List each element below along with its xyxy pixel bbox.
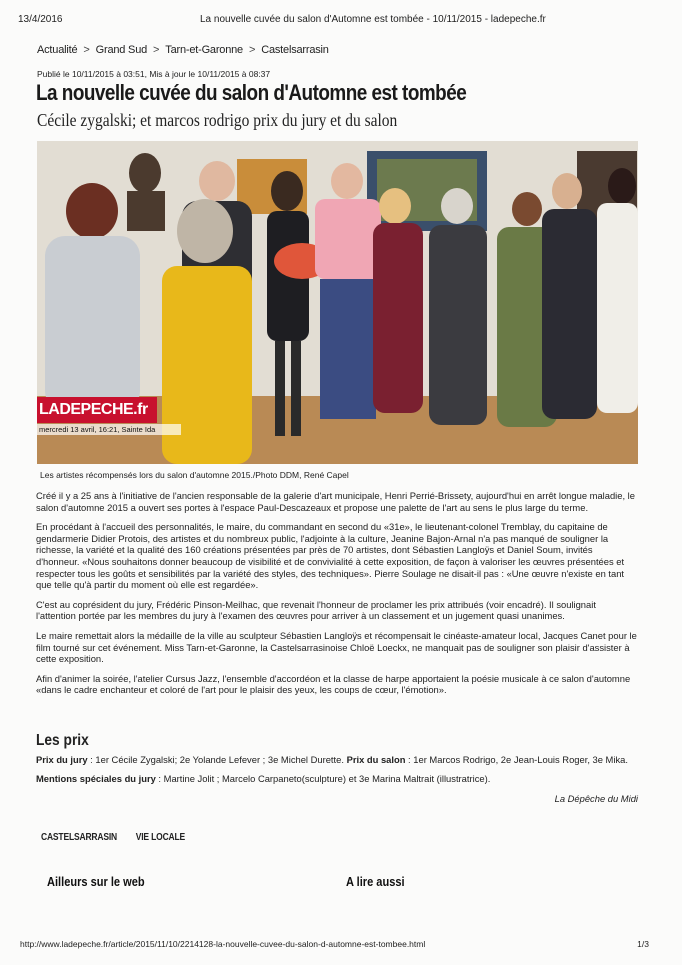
article-photo[interactable] [37, 141, 638, 464]
tag-list [41, 832, 204, 843]
prizes-heading: Les prix [36, 732, 89, 749]
salon-prize-label: Prix du salon [346, 754, 406, 765]
breadcrumb-separator: > [248, 44, 256, 56]
special-mentions-text: : Martine Jolit ; Marcelo Carpaneto(sculpture) et 3e Marina Maltrait (illustratrice). [155, 773, 491, 784]
breadcrumb-item[interactable]: Actualité [37, 44, 78, 56]
breadcrumb-separator: > [83, 44, 90, 56]
section-heading-elsewhere: Ailleurs sur le web [47, 874, 145, 889]
prizes-line [36, 754, 638, 765]
photo-caption: Les artistes récompensés lors du salon d'automne 2015./Photo DDM, René Capel [40, 470, 349, 480]
breadcrumb-item[interactable]: Tarn-et-Garonne [165, 44, 243, 56]
paragraph: Créé il y a 25 ans à l'initiative de l'ancien responsable de la galerie d'art municipale, Henri Perrié-Brissety, aujourd'hui en arrêt longue maladie, le salon d'automne 2015 a ouvert ses portes à l'espace Paul-Descazeaux et propose une palette de l'art au sens le plus large du terme. [36, 490, 635, 513]
breadcrumb-item[interactable]: Castelsarrasin [261, 44, 329, 56]
breadcrumb [37, 44, 329, 56]
special-mentions-line [36, 773, 638, 784]
print-date: 13/4/2016 [18, 14, 63, 25]
print-page-number: 1/3 [637, 939, 649, 949]
publish-date: Publié le 10/11/2015 à 03:51, Mis à jour le 10/11/2015 à 08:37 [37, 69, 271, 79]
paragraph: C'est au coprésident du jury, Frédéric Pinson-Meilhac, que revenait l'honneur de proclamer les prix attribués (voir encadré). Il soulignait l'attention portée par les membres du jury à l'examen des œuvres pour arriver à un classement et un jugement quasi unanimes. [36, 598, 596, 622]
tag-link[interactable]: VIE LOCALE [135, 832, 186, 843]
breadcrumb-separator: > [153, 44, 160, 56]
paragraph: Afin d'animer la soirée, l'atelier Cursus Jazz, l'ensemble d'accordéon et la classe de harpe apportaient la poésie musicale à ce salon d'automne «dans le cadre enchanteur et coloré de l'art pour le plaisir des yeux, les coups de cœur, l'émotion». [36, 672, 631, 696]
ladepeche-logo: LADEPECHE.fr [37, 397, 157, 423]
article-subtitle: Cécile zygalski; et marcos rodrigo prix du jury et du salon [37, 110, 398, 130]
article-body [36, 490, 638, 704]
jury-prize-text: : 1er Cécile Zygalski; 2e Yolande Lefever ; 3e Michel Durette. [87, 754, 347, 765]
paragraph: En procédant à l'accueil des personnalités, le maire, du commandant en second du «31e», le lieutenant-colonel Tremblay, du capitaine de gendarmerie Didier Protois, des artistes et du nombreux public, l'adjointe à la culture, Jeanine Bajon-Arnal n'a pas manqué de souligner la richesse, la variété et la qualité des 160 créations présentées par près de 70 artistes, dont Sébastien Langloÿs et Daniel Soum, invités d'honneur. «Nous souhaitons donner beaucoup de visibilité et de convivialité à cette exposition, de façon à valoriser les œuvres présentées et respecter tous les goûts et sensibilités par la variété des styles, des techniques». Pierre Soulage ne disait-il pas : «Une œuvre n'existe en tant que telle qu'à partir du moment où elle est regardée». [36, 521, 625, 591]
section-heading-read-also: A lire aussi [346, 874, 405, 889]
article-title: La nouvelle cuvée du salon d'Automne est tombée [36, 80, 467, 105]
breadcrumb-item[interactable]: Grand Sud [95, 44, 148, 56]
article-credit: La Dépêche du Midi [554, 793, 638, 804]
paragraph: Le maire remettait alors la médaille de la ville au sculpteur Sébastien Langloÿs et récompensait le cinéaste-amateur local, Jacques Canet pour le film tourné sur cet événement. Miss Tarn-et-Garonne, la Castelsarrasinoise Chloë Loeckx, ne manquait pas de souligner son plaisir d'assister à cette exposition. [36, 629, 637, 665]
photo-timestamp: mercredi 13 avril, 16:21, Sainte Ida [37, 424, 181, 435]
jury-prize-label: Prix du jury [36, 754, 88, 765]
salon-prize-text: : 1er Marcos Rodrigo, 2e Jean-Louis Roger, 3e Mika. [405, 754, 628, 765]
print-title: La nouvelle cuvée du salon d'Automne est tombée - 10/11/2015 - ladepeche.fr [200, 14, 546, 25]
tag-link[interactable]: CASTELSARRASIN [41, 832, 118, 843]
print-url: http://www.ladepeche.fr/article/2015/11/10/2214128-la-nouvelle-cuvee-du-salon-d-automne-est-tombee.html [20, 939, 426, 949]
special-mentions-label: Mentions spéciales du jury [36, 773, 156, 784]
